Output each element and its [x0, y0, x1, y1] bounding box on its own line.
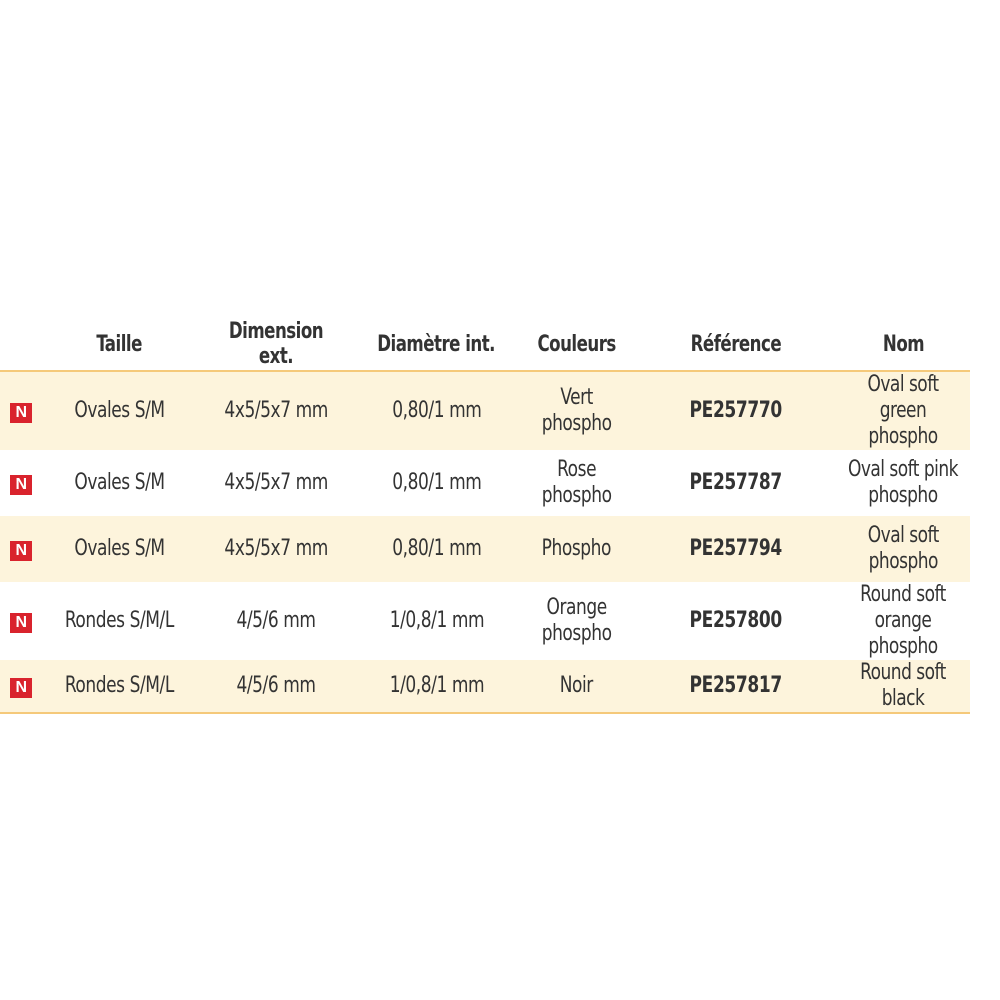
header-taille-label: Taille: [96, 331, 143, 357]
cell-taille: [42, 371, 197, 450]
cell-reference: [635, 516, 836, 582]
cell-taille-text: Rondes S/M/L: [64, 673, 175, 698]
cell-diametre-text: 0,80/1 mm: [391, 398, 482, 423]
cell-taille-text: Ovales S/M: [74, 536, 165, 561]
cell-taille: [42, 450, 197, 516]
header-nom: [836, 318, 970, 371]
badge-cell: [0, 660, 42, 713]
cell-dimension-text: 4x5/5x7 mm: [224, 398, 328, 423]
cell-reference: [635, 371, 836, 450]
cell-dimension: [197, 450, 355, 516]
table-row: [0, 582, 970, 660]
table-header: [0, 318, 970, 371]
cell-diametre: [355, 450, 518, 516]
cell-nom: [836, 660, 970, 713]
cell-taille-text: Rondes S/M/L: [64, 608, 175, 633]
cell-nom-text: Round soft black: [860, 660, 946, 711]
cell-couleur-text: Rose phospho: [541, 457, 612, 508]
cell-reference: [635, 450, 836, 516]
cell-couleur-text: Noir: [559, 673, 594, 698]
cell-reference-text: PE257787: [689, 470, 782, 495]
cell-reference-text: PE257770: [689, 398, 782, 423]
cell-diametre-text: 0,80/1 mm: [391, 470, 482, 495]
header-reference: [635, 318, 836, 371]
table-row: [0, 450, 970, 516]
header-couleurs-label: Couleurs: [537, 331, 616, 357]
header-nom-label: Nom: [882, 331, 924, 357]
new-badge-icon: N: [10, 403, 32, 423]
header-couleurs: [518, 318, 635, 371]
header-row: [0, 318, 970, 371]
cell-diametre-text: 1/0,8/1 mm: [389, 608, 484, 633]
cell-taille: [42, 516, 197, 582]
cell-dimension-text: 4/5/6 mm: [236, 608, 316, 633]
header-taille: [42, 318, 197, 371]
cell-reference-text: PE257817: [689, 673, 782, 698]
new-badge-icon: N: [10, 475, 32, 495]
cell-nom: [836, 516, 970, 582]
cell-taille: [42, 660, 197, 713]
cell-couleur: [518, 660, 635, 713]
cell-couleur: [518, 516, 635, 582]
cell-dimension: [197, 371, 355, 450]
header-reference-label: Référence: [690, 331, 781, 357]
header-diametre-label: Diamètre int.: [377, 331, 496, 357]
new-badge-icon: N: [10, 541, 32, 561]
product-table-container: [0, 318, 970, 714]
new-badge-icon: N: [10, 613, 32, 633]
table-body: [0, 371, 970, 713]
cell-diametre: [355, 516, 518, 582]
header-diametre: [355, 318, 518, 371]
cell-dimension-text: 4/5/6 mm: [236, 673, 316, 698]
cell-dimension: [197, 516, 355, 582]
cell-reference: [635, 660, 836, 713]
cell-nom: [836, 371, 970, 450]
header-dimension: [197, 318, 355, 371]
table-row: [0, 660, 970, 713]
cell-nom: [836, 582, 970, 660]
new-badge-icon: N: [10, 678, 32, 698]
cell-couleur-text: Phospho: [541, 536, 612, 561]
cell-couleur-text: Orange phospho: [541, 595, 612, 646]
cell-nom-text: Oval soft pink phospho: [847, 457, 958, 508]
cell-reference-text: PE257800: [689, 608, 782, 633]
cell-taille-text: Ovales S/M: [74, 470, 165, 495]
cell-reference: [635, 582, 836, 660]
cell-couleur: [518, 582, 635, 660]
cell-couleur-text: Vert phospho: [541, 385, 612, 436]
cell-dimension: [197, 582, 355, 660]
cell-couleur: [518, 371, 635, 450]
cell-taille-text: Ovales S/M: [74, 398, 165, 423]
header-dimension-label: Dimension ext.: [228, 319, 324, 369]
badge-cell: [0, 516, 42, 582]
header-badge: [0, 318, 42, 371]
cell-nom: [836, 450, 970, 516]
cell-diametre: [355, 371, 518, 450]
badge-cell: [0, 371, 42, 450]
badge-cell: [0, 450, 42, 516]
cell-dimension: [197, 660, 355, 713]
cell-nom-text: Round soft orange phospho: [860, 582, 946, 659]
cell-couleur: [518, 450, 635, 516]
product-table: [0, 318, 970, 714]
cell-dimension-text: 4x5/5x7 mm: [224, 536, 328, 561]
cell-diametre: [355, 660, 518, 713]
cell-reference-text: PE257794: [689, 536, 782, 561]
cell-nom-text: Oval soft green phospho: [867, 372, 939, 449]
cell-taille: [42, 582, 197, 660]
cell-diametre: [355, 582, 518, 660]
cell-diametre-text: 0,80/1 mm: [391, 536, 482, 561]
cell-dimension-text: 4x5/5x7 mm: [224, 470, 328, 495]
badge-cell: [0, 582, 42, 660]
cell-nom-text: Oval soft phospho: [867, 523, 939, 574]
cell-diametre-text: 1/0,8/1 mm: [389, 673, 484, 698]
table-row: [0, 516, 970, 582]
table-row: [0, 371, 970, 450]
